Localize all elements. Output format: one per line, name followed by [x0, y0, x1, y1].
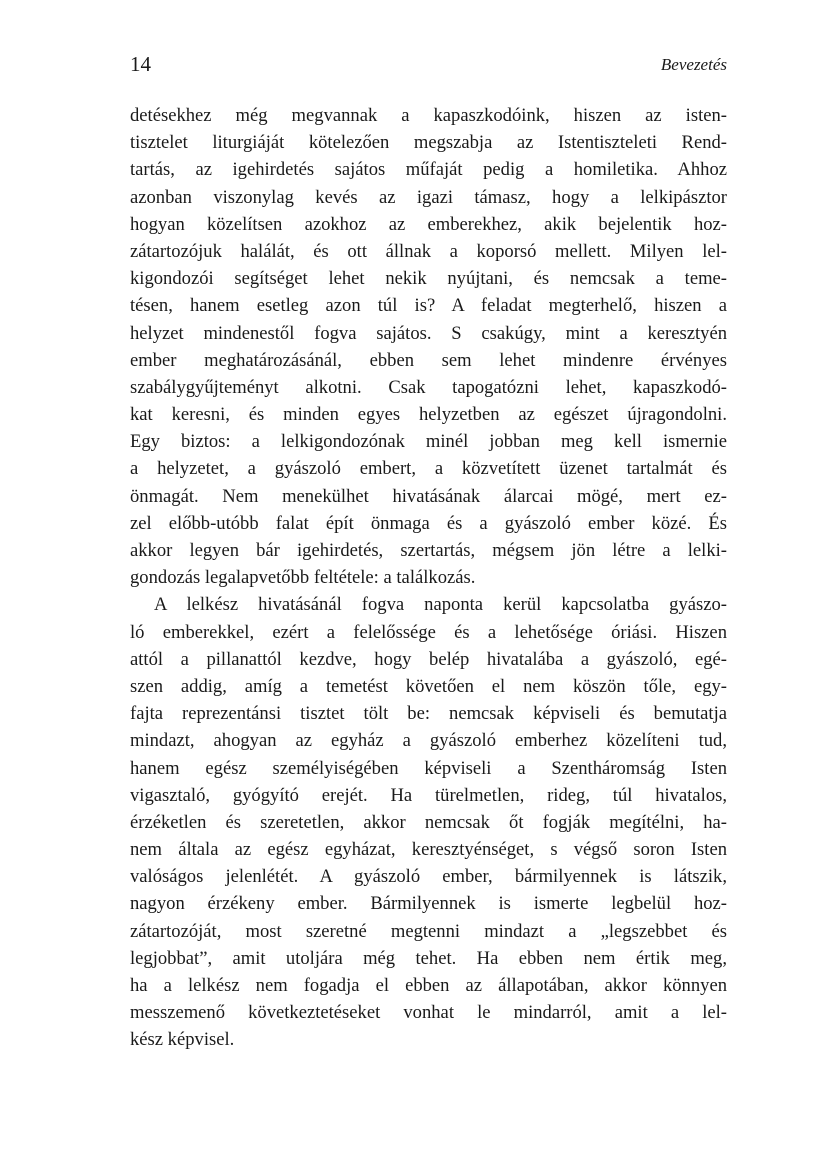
text-line: tisztelet liturgiáját kötelezően megszabja az Istentiszteleti Rend-: [130, 132, 727, 154]
text-line: valóságos jelenlétét. A gyászoló ember, bármilyennek is látszik,: [130, 866, 727, 888]
text-line: nem általa az egész egyházat, keresztyénséget, s végső soron Isten: [130, 839, 727, 861]
text-line: Egy biztos: a lelkigondozónak minél jobban meg kell ismernie: [130, 431, 727, 453]
text-line: messzemenő következtetéseket vonhat le mindarról, amit a lel-: [130, 1002, 727, 1024]
text-line: kigondozói segítséget lehet nekik nyújtani, és nemcsak a teme-: [130, 268, 727, 290]
text-line: ember meghatározásánál, ebben sem lehet mindenre érvényes: [130, 349, 727, 371]
text-line: önmagát. Nem menekülhet hivatásának álarcai mögé, mert ez-: [130, 485, 727, 507]
page-number: 14: [130, 52, 151, 76]
text-line: zel előbb-utóbb falat épít önmaga és a gyászoló ember közé. És: [130, 512, 727, 534]
text-line: szabálygyűjteményt alkotni. Csak tapogatózni lehet, kapaszkodó-: [130, 376, 727, 398]
text-line: akkor legyen bár igehirdetés, szertartás, mégsem jön létre a lelki-: [130, 540, 727, 561]
text-line: fajta reprezentánsi tisztet tölt be: nemcsak képviseli és bemutatja: [130, 703, 727, 725]
text-line: ló emberekkel, ezért a felelőssége és a lehetősége óriási. Hiszen: [130, 621, 727, 643]
text-line: tésen, hanem esetleg azon túl is? A feladat megterhelő, hiszen a: [130, 295, 727, 317]
paragraph-container: [130, 102, 727, 1054]
text-line: mindazt, ahogyan az egyház a gyászoló emberhez közelíteni tud,: [130, 730, 727, 752]
text-line: a helyzetet, a gyászoló embert, a közvetített üzenet tartalmát és: [130, 458, 727, 480]
page-header: [130, 50, 727, 80]
text-line: tartás, az igehirdetés sajátos műfaját pedig a homiletika. Ahhoz: [130, 159, 727, 181]
text-line: kész képvisel.: [130, 1029, 235, 1051]
text-line: zátartozójuk halálát, és ott állnak a koporsó mellett. Milyen lel-: [130, 240, 727, 262]
text-line: érzéketlen és szeretetlen, akkor nemcsak őt fogják megítélni, ha-: [130, 811, 727, 833]
text-line: attól a pillanattól kezdve, hogy belép hivatalába a gyászoló, egé-: [130, 648, 727, 670]
text-line: helyzet mindenestől fogva sajátos. S csakúgy, mint a keresztyén: [130, 322, 727, 344]
text-line: nagyon érzékeny ember. Bármilyennek is ismerte legbelül hoz-: [130, 893, 727, 915]
paragraph: [130, 102, 727, 591]
text-line: vigasztaló, gyógyító erejét. Ha türelmetlen, rideg, túl hivatalos,: [130, 784, 727, 806]
text-line: szen addig, amíg a temetést követően el nem köszön tőle, egy-: [130, 675, 727, 697]
text-line: legjobbat”, amit utoljára még tehet. Ha ebben nem értik meg,: [130, 947, 727, 969]
text-line: zátartozóját, most szeretné megtenni mindazt a „legszebbet és: [130, 920, 727, 942]
text-line: azonban viszonylag kevés az igazi támasz, hogy a lelkipásztor: [130, 186, 727, 208]
running-head: Bevezetés: [660, 55, 727, 74]
body-text: [130, 102, 727, 1054]
text-line: gondozás legalapvetőbb feltétele: a találkozás.: [130, 567, 476, 589]
text-line: ha a lelkész nem fogadja el ebben az állapotában, akkor könnyen: [130, 975, 727, 996]
paragraph: [130, 591, 727, 1053]
text-line: hogyan közelítsen azokhoz az emberekhez, akik bejelentik hoz-: [130, 213, 727, 235]
text-line: hanem egész személyiségében képviseli a Szentháromság Isten: [130, 757, 727, 779]
text-line: detésekhez még megvannak a kapaszkodóink, hiszen az isten-: [130, 105, 727, 126]
text-line: A lelkész hivatásánál fogva naponta kerül kapcsolatba gyászo-: [154, 594, 727, 616]
text-line: kat keresni, és minden egyes helyzetben az egészet újragondolni.: [130, 404, 727, 426]
